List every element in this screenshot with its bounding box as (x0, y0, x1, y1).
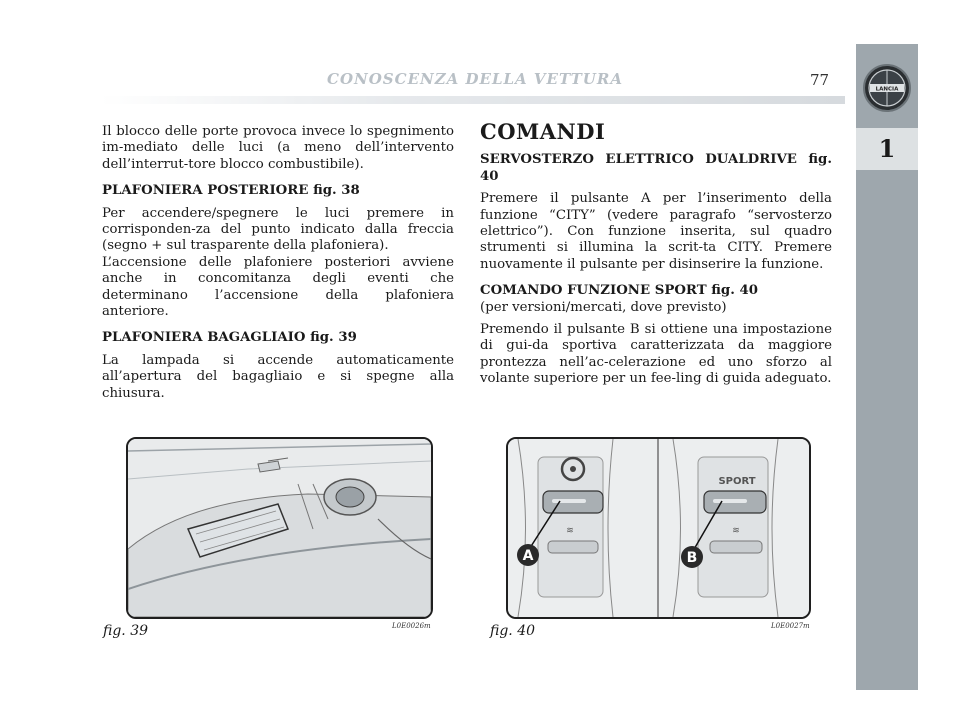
marker-b: B (686, 550, 698, 566)
section-heading-plafoniera-bagagliaio: PLAFONIERA BAGAGLIAIO fig. 39 (102, 330, 357, 346)
figure-39-code: L0E0026m (392, 622, 431, 630)
section-heading-servosterzo: SERVOSTERZO ELETTRICO DUALDRIVE fig. 40 (480, 152, 832, 184)
figure-40-code: L0E0027m (771, 622, 810, 630)
paragraph: La lampada si accende automaticamente all’apertura del bagagliaio e si spegne alla chiusura. (102, 352, 454, 401)
paragraph: Per accendere/spegnere le luci premere in corrisponden-za del punto indicato dalla freccia (segno + sul trasparente della plafoniera). (102, 205, 454, 254)
figure-39-trunk-light (126, 437, 433, 619)
section-subheading: (per versioni/mercati, dove previsto) (480, 299, 727, 315)
right-column (480, 119, 832, 398)
intro-paragraph: Il blocco delle porte provoca invece lo spegnimento im-mediato delle luci (a meno dell’intervento dell’interrut-tore blocco combustibile). (102, 124, 454, 172)
running-header: CONOSCENZA DELLA VETTURA (327, 70, 623, 88)
section-heading-sport: COMANDO FUNZIONE SPORT fig. 40 (480, 283, 758, 299)
chapter-tab[interactable]: 1 (856, 128, 918, 170)
left-column (102, 124, 454, 412)
header-rule (100, 96, 845, 104)
paragraph: Premendo il pulsante B si ottiene una impostazione di gui-da sportiva caratterizzata da maggiore prontezza nell’ac-celerazione ed uno sforzo al volante superiore per un fee-ling di guida adeguato. (480, 322, 832, 387)
marker-a: A (522, 548, 534, 564)
section-title-comandi: COMANDI (480, 119, 606, 144)
trunk-light-illustration (128, 439, 431, 617)
page-number: 77 (810, 71, 830, 89)
figure-40-caption: fig. 40 (490, 623, 536, 639)
svg-text:≋: ≋ (566, 526, 574, 536)
section-heading-plafoniera-posteriore: PLAFONIERA POSTERIORE fig. 38 (102, 183, 360, 199)
logo-wordmark: LANCIA (875, 86, 899, 93)
sport-label: SPORT (718, 476, 756, 487)
lancia-logo-icon (862, 63, 912, 113)
figure-40-dualdrive-sport (506, 437, 811, 619)
paragraph: L’accensione delle plafoniere posteriori avviene anche in concomitanza degli eventi che determinano l’accensione della plafoniera anteriore. (102, 254, 454, 320)
dashboard-buttons-illustration (508, 439, 809, 617)
figure-39-caption: fig. 39 (103, 623, 149, 639)
svg-text:≋: ≋ (732, 526, 740, 536)
paragraph: Premere il pulsante A per l’inserimento della funzione “CITY” (vedere paragrafo “servosterzo elettrico”). Con funzione inserita, sul quadro strumenti si illumina la scrit-ta CITY. Premere nuovamente il pulsante per disinserire la funzione. (480, 191, 832, 272)
